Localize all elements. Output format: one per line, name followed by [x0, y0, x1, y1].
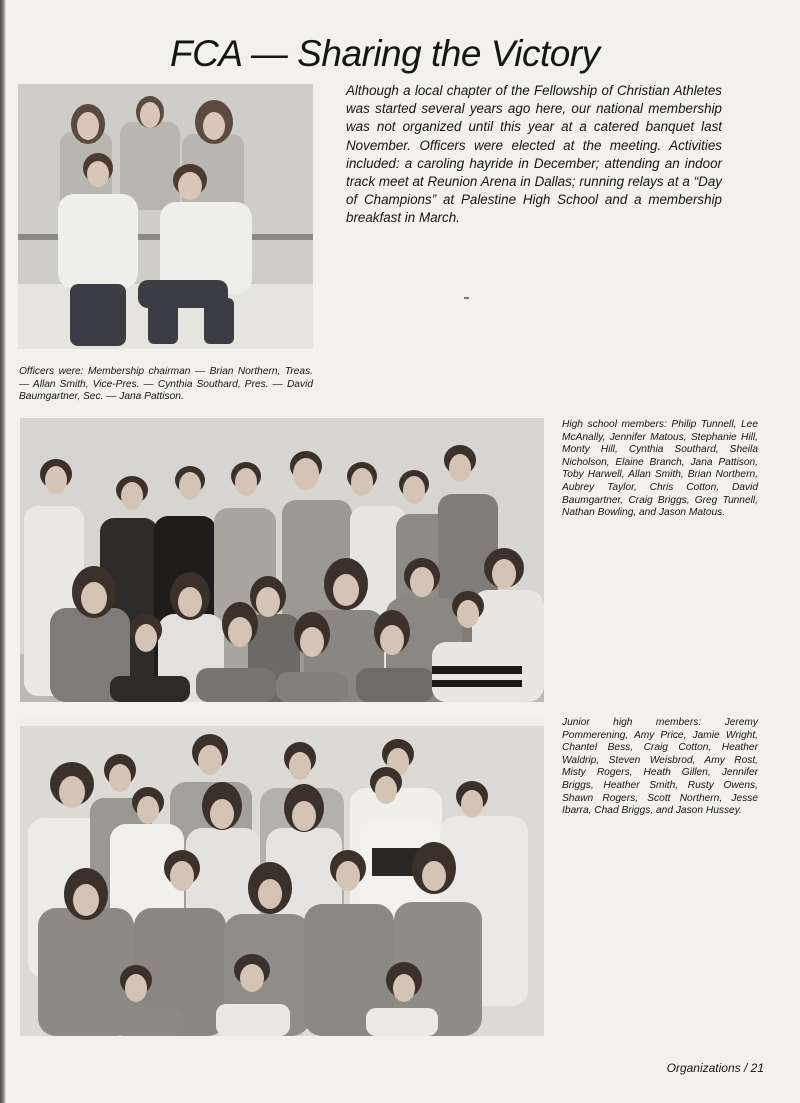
- officers-caption: Officers were: Membership chairman — Brian Northern, Treas. — Allan Smith, Vice-Pres. — Cynthia Southard, Pres. — David Baumgartner, Sec. — Jana Pattison.: [19, 366, 313, 403]
- officers-photo: [18, 84, 313, 349]
- high-school-photo: [20, 418, 544, 702]
- page-title: FCA — Sharing the Victory: [170, 33, 600, 74]
- junior-high-photo: [20, 718, 544, 1036]
- page-binding-edge: [0, 0, 6, 1103]
- junior-high-caption: Junior high members: Jeremy Pommerening, Amy Price, Jamie Wright, Chantel Bess, Craig Cotton, Heather Waldrip, Steven Weisbrod, Amy Rost, Misty Rogers, Heath Gillen, Jennifer Briggs, Heather Smith, Rusty Owens, Shawn Rogers, Scott Northern, Jesse Ibarra, Chad Briggs, and Jason Hussey.: [562, 717, 758, 817]
- page-footer: Organizations / 21: [666, 1061, 764, 1075]
- high-school-caption: High school members: Philip Tunnell, Lee McAnally, Jennifer Matous, Stephanie Hill, Monty Hill, Cynthia Southard, Sheila Nicholson, Elaine Branch, Jana Pattison, Toby Harwell, Allan Smith, Brian Northern, Aubrey Taylor, Chris Cotton, David Baumgartner, Craig Briggs, Greg Tunnell, Nathan Bowling, and Jason Matous.: [562, 419, 758, 519]
- print-speck: [464, 297, 469, 299]
- intro-paragraph: Although a local chapter of the Fellowship of Christian Athletes was started several years ago here, our national membership was not organized until this year at a catered banquet last November. Officers were elected at the meeting. Activities included: a caroling hayride in December; attending an indoor track meet at Reunion Arena in Dallas; running relays at a “Day of Champions” at Palestine High School and a membership breakfast in March.: [346, 83, 722, 226]
